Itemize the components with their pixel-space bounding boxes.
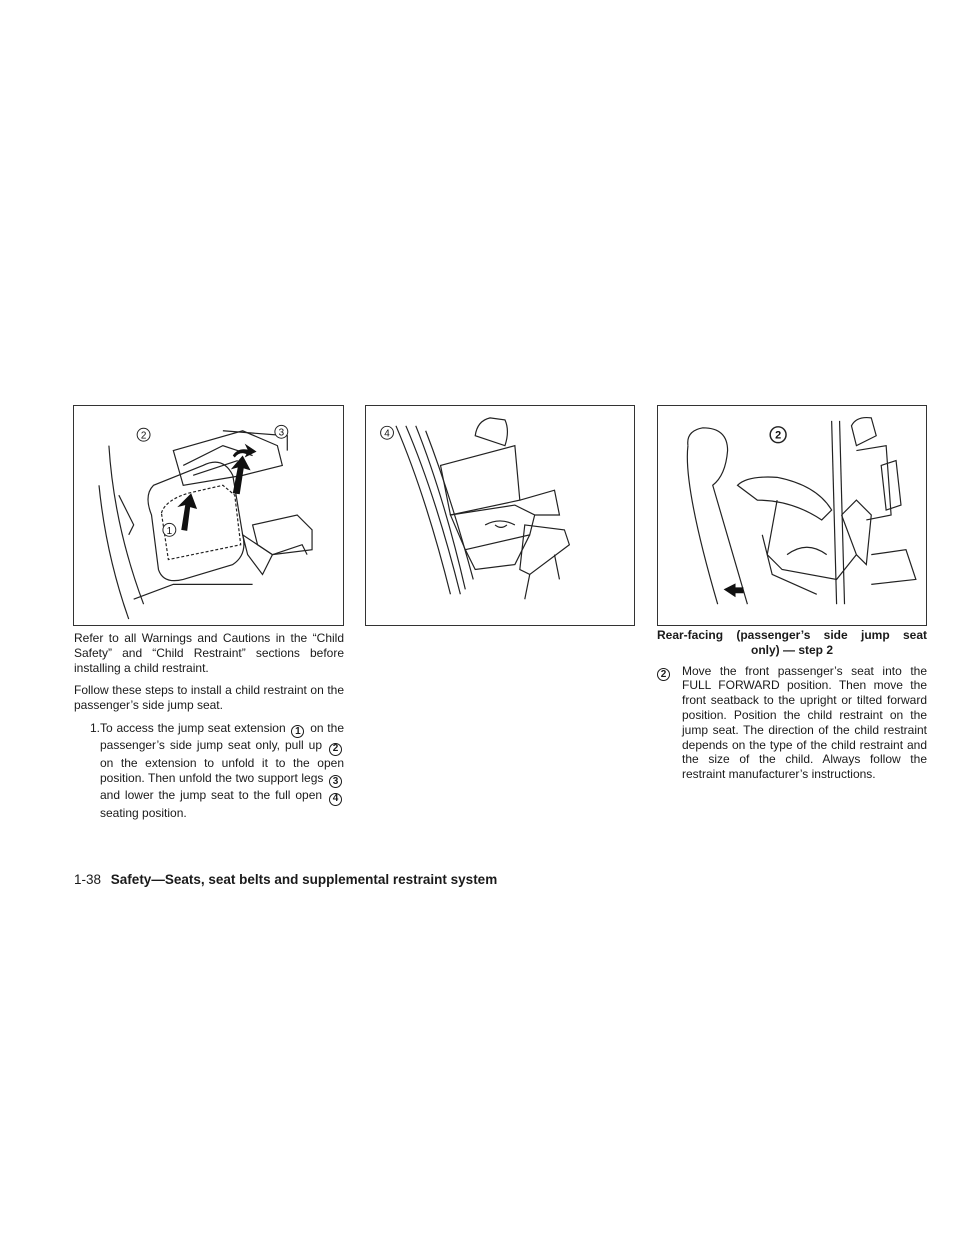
section-title: Safety—Seats, seat belts and supplemental restraint system — [110, 872, 498, 887]
circled-number-2: 2 — [329, 743, 342, 756]
jump-seat-extension-illustration — [74, 406, 343, 625]
figure-jump-seat-open — [365, 405, 635, 626]
circled-number-1: 1 — [291, 725, 304, 738]
instruction-item — [657, 664, 927, 782]
rear-facing-restraint-illustration — [658, 406, 926, 625]
jump-seat-open-illustration — [366, 406, 634, 625]
callout-2: 2 — [140, 430, 147, 442]
circled-number-3: 3 — [329, 775, 342, 788]
circled-number-4: 4 — [329, 793, 342, 806]
step-text: To access the jump seat extension 1 on the passenger’s side jump seat only, pull up 2 on the extension to unfold it to the open position. Then unfold the two support legs 3 and lower the jump seat to the full open 4 seating position. — [100, 720, 344, 820]
instruction-text: Move the front passenger’s seat into the FULL FORWARD position. Then move the front seatback to the upright or tilted forward position. Position the child restraint on the jump seat. The direction of the child restraint depends on the type of the child restraint and the size of the child. Always follow the restraint manufacturer’s instructions. — [682, 663, 927, 782]
right-text-column — [657, 628, 927, 782]
figure-rear-facing-restraint — [657, 405, 927, 626]
left-text-column — [74, 631, 344, 821]
circled-number-2-item: 2 — [657, 668, 670, 681]
step-1 — [74, 721, 344, 821]
callout-2-rear: 2 — [775, 429, 782, 442]
page-number: 1-38 — [74, 872, 102, 887]
step-number: 1. — [89, 720, 100, 735]
figure-jump-seat-extension — [73, 405, 344, 626]
steps-intro-paragraph: Follow these steps to install a child restraint on the passenger’s side jump seat. — [74, 683, 344, 713]
figure-caption: Rear-facing (passenger’s side jump seat only) — step 2 — [657, 628, 927, 657]
intro-paragraph: Refer to all Warnings and Cautions in the “Child Safety” and “Child Restraint” sections before installing a child restraint. — [74, 631, 344, 675]
callout-4: 4 — [384, 428, 390, 440]
callout-1: 1 — [166, 525, 173, 537]
page-footer — [74, 872, 497, 887]
callout-3: 3 — [278, 427, 285, 439]
